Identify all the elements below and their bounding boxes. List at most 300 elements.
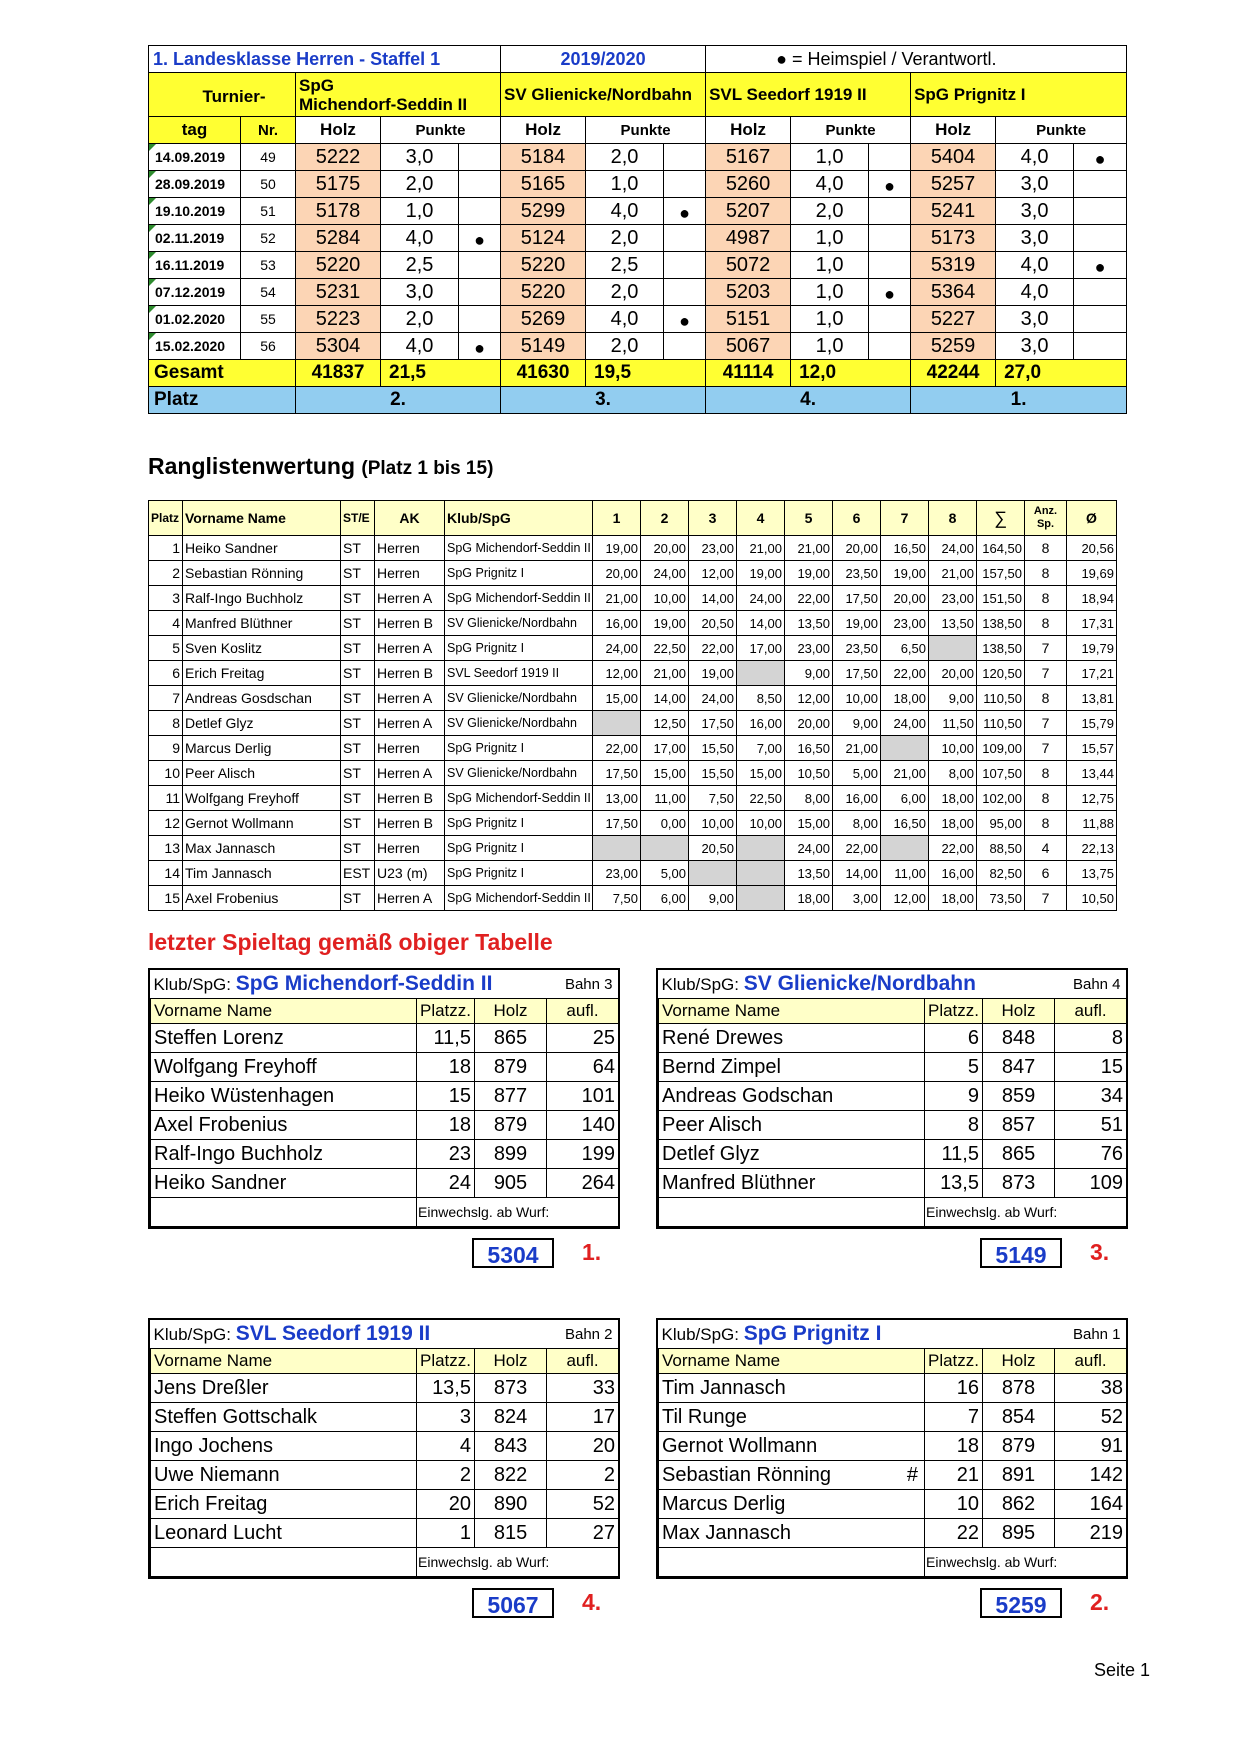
score-avg: 19,79 [1067,636,1117,661]
team-box-lane: Bahn 2 [547,1320,619,1349]
player-st: ST [341,686,375,711]
player-holz: 865 [475,1024,547,1053]
player-st: ST [341,761,375,786]
home-game-dot-icon: ● [664,198,706,225]
game-score: 20,00 [881,586,929,611]
player-club: SpG Prignitz I [445,861,593,886]
player-platzz: 6 [925,1024,983,1053]
player-name: Marcus Derlig [183,736,341,761]
home-game-dot-icon [664,252,706,279]
ranking-row [149,811,1117,836]
rank-position: 11 [149,786,183,811]
game-score: 17,50 [593,811,641,836]
col-platzz: Platzz. [925,999,983,1024]
player-aufl: 52 [547,1490,619,1519]
home-game-dot-icon [459,198,501,225]
holz-value: 5227 [911,306,996,333]
player-name: Tim Jannasch [659,1374,925,1403]
games-count: 7 [1025,661,1067,686]
points-value: 1,0 [791,306,869,333]
points-value: 4,0 [791,171,869,198]
home-game-dot-icon [1074,198,1127,225]
rank-position: 9 [149,736,183,761]
player-name: Axel Frobenius [151,1111,417,1140]
game-score: 6,00 [881,786,929,811]
points-value: 2,5 [381,252,459,279]
player-platzz: 18 [925,1432,983,1461]
home-game-dot-icon [664,279,706,306]
game-score: 14,00 [833,861,881,886]
score-avg: 20,56 [1067,536,1117,561]
holz-value: 4987 [706,225,791,252]
game-score: 14,00 [641,686,689,711]
home-game-dot-icon [664,171,706,198]
game-score: 24,00 [689,686,737,711]
home-game-dot-icon [459,306,501,333]
holz-value: 5257 [911,171,996,198]
player-platzz: 16 [925,1374,983,1403]
player-aufl: 64 [547,1053,619,1082]
home-game-dot-icon [1074,306,1127,333]
game-score: 21,00 [593,586,641,611]
holz-value: 5404 [911,144,996,171]
home-game-dot-icon [869,198,911,225]
col-aufl: aufl. [547,1349,619,1374]
col-holz: Holz [983,1349,1055,1374]
points-value: 2,0 [791,198,869,225]
round-nr: 53 [241,252,296,279]
player-holz: 815 [475,1519,547,1548]
game-score: 18,00 [881,686,929,711]
col-avg: Ø [1067,501,1117,536]
game-score: 17,50 [593,761,641,786]
holz-value: 5299 [501,198,586,225]
player-row [151,1374,619,1403]
points-value: 2,0 [586,279,664,306]
col-st: ST/E [341,501,375,536]
points-value: 4,0 [996,144,1074,171]
col-aufl: aufl. [1055,1349,1127,1374]
player-club: SpG Prignitz I [445,736,593,761]
game-score: 9,00 [785,661,833,686]
player-ak: Herren B [375,661,445,686]
player-holz: 873 [475,1374,547,1403]
player-platzz: 7 [925,1403,983,1432]
team-rank: 4. [582,1589,602,1615]
player-club: SpG Prignitz I [445,636,593,661]
player-aufl: 2 [547,1461,619,1490]
round-row [149,171,1127,198]
turniertag-header: Turnier- [149,73,296,117]
player-name: Ralf-Ingo Buchholz [151,1140,417,1169]
round-date: 28.09.2019 [149,171,241,198]
game-score: 10,00 [737,811,785,836]
ranking-row [149,561,1117,586]
round-nr: 55 [241,306,296,333]
player-st: ST [341,836,375,861]
game-score: 13,50 [929,611,977,636]
home-game-dot-icon: ● [1074,144,1127,171]
player-aufl: 219 [1055,1519,1127,1548]
holz-value: 5149 [501,333,586,360]
round-nr: 54 [241,279,296,306]
player-st: ST [341,736,375,761]
score-avg: 22,13 [1067,836,1117,861]
holz-value: 5259 [911,333,996,360]
league-title: 1. Landesklasse Herren - Staffel 1 [149,46,501,73]
game-score: 23,00 [929,586,977,611]
team-box-club: Klub/SpG: SVL Seedorf 1919 II [151,1320,547,1349]
games-count: 8 [1025,761,1067,786]
player-club: SpG Prignitz I [445,836,593,861]
col-player-name: Vorname Name [659,999,925,1024]
player-name: Andreas Gosdschan [183,686,341,711]
game-score: 13,00 [593,786,641,811]
holz-label: Holz [911,117,996,144]
ranking-heading: Ranglistenwertung (Platz 1 bis 15) [148,453,494,479]
total-row [149,360,1127,387]
player-name: Manfred Blüthner [183,611,341,636]
round-row [149,252,1127,279]
score-sum: 157,50 [977,561,1025,586]
team-place: 1. [911,387,1127,414]
round-nr: 51 [241,198,296,225]
points-value: 2,0 [586,333,664,360]
player-holz: 859 [983,1082,1055,1111]
game-score [737,886,785,911]
team-rank: 1. [582,1239,602,1265]
player-platzz: 5 [925,1053,983,1082]
game-score: 11,50 [929,711,977,736]
points-value: 2,0 [586,225,664,252]
game-score: 11,00 [881,861,929,886]
team-box-club: Klub/SpG: SpG Michendorf-Seddin II [151,970,547,999]
total-holz: 41114 [706,360,791,387]
round-row [149,225,1127,252]
game-score: 22,00 [881,661,929,686]
score-avg: 17,21 [1067,661,1117,686]
player-st: ST [341,786,375,811]
rank-position: 3 [149,586,183,611]
player-holz: 899 [475,1140,547,1169]
player-name: Leonard Lucht [151,1519,417,1548]
total-points: 12,0 [791,360,911,387]
player-name: Til Runge [659,1403,925,1432]
player-row [151,1519,619,1548]
points-value: 3,0 [996,225,1074,252]
game-score: 22,00 [833,836,881,861]
player-holz: 877 [475,1082,547,1111]
col-game-6: 6 [833,501,881,536]
game-score: 23,00 [593,861,641,886]
game-score: 15,00 [593,686,641,711]
player-aufl: 25 [547,1024,619,1053]
player-row [151,1490,619,1519]
player-platzz: 10 [925,1490,983,1519]
player-holz: 848 [983,1024,1055,1053]
holz-value: 5178 [296,198,381,225]
player-row [659,1519,1127,1548]
col-name: Vorname Name [183,501,341,536]
ranking-header-row [149,501,1117,536]
game-score [929,636,977,661]
player-name: Sebastian Rönning [183,561,341,586]
col-player-name: Vorname Name [151,999,417,1024]
rank-position: 12 [149,811,183,836]
player-platzz: 18 [417,1111,475,1140]
rank-position: 4 [149,611,183,636]
col-game-7: 7 [881,501,929,536]
home-game-dot-icon [1074,225,1127,252]
player-ak: Herren A [375,886,445,911]
game-score: 24,00 [881,711,929,736]
rank-position: 14 [149,861,183,886]
game-score: 16,50 [881,811,929,836]
page-number: Seite 1 [1094,1660,1151,1680]
home-game-dot-icon: ● [776,48,787,69]
points-value: 1,0 [791,225,869,252]
home-game-dot-icon [1074,279,1127,306]
games-count: 7 [1025,886,1067,911]
player-platzz: 11,5 [925,1140,983,1169]
col-game-5: 5 [785,501,833,536]
games-count: 8 [1025,811,1067,836]
score-avg: 11,88 [1067,811,1117,836]
player-aufl: 8 [1055,1024,1127,1053]
game-score: 21,00 [881,761,929,786]
player-holz: 879 [475,1053,547,1082]
home-game-dot-icon [459,144,501,171]
team-total: 5304 [472,1238,554,1268]
home-game-dot-icon [459,171,501,198]
game-score: 9,00 [833,711,881,736]
player-aufl: 51 [1055,1111,1127,1140]
ranking-row [149,586,1117,611]
player-row [659,1461,1127,1490]
game-score: 24,00 [593,636,641,661]
score-avg: 12,75 [1067,786,1117,811]
team-box-3 [656,1318,1128,1579]
game-score: 17,50 [833,586,881,611]
player-club: SV Glienicke/Nordbahn [445,686,593,711]
game-score: 13,50 [785,611,833,636]
game-score: 22,00 [689,636,737,661]
player-platzz: 2 [417,1461,475,1490]
player-name: Max Jannasch [183,836,341,861]
col-platz: Platz [149,501,183,536]
col-holz: Holz [475,999,547,1024]
player-holz: 824 [475,1403,547,1432]
points-value: 4,0 [381,333,459,360]
game-score [737,861,785,886]
ranking-row [149,761,1117,786]
game-score: 8,00 [929,761,977,786]
col-holz: Holz [983,999,1055,1024]
points-value: 2,5 [586,252,664,279]
game-score: 19,00 [737,561,785,586]
score-sum: 73,50 [977,886,1025,911]
holz-value: 5304 [296,333,381,360]
game-score: 7,00 [737,736,785,761]
player-club: SpG Michendorf-Seddin II [445,886,593,911]
player-ak: Herren [375,836,445,861]
game-score: 20,00 [593,561,641,586]
player-row [151,1082,619,1111]
player-name: Jens Dreßler [151,1374,417,1403]
player-aufl: 91 [1055,1432,1127,1461]
game-score [641,836,689,861]
player-row [659,1490,1127,1519]
points-value: 3,0 [996,333,1074,360]
rank-position: 5 [149,636,183,661]
team-place: 2. [296,387,501,414]
player-name: Peer Alisch [183,761,341,786]
player-name: Heiko Sandner [151,1169,417,1198]
player-holz: 879 [475,1111,547,1140]
score-sum: 138,50 [977,636,1025,661]
game-score [593,836,641,861]
score-sum: 138,50 [977,611,1025,636]
game-score: 23,00 [785,636,833,661]
col-sum: ∑ [977,501,1025,536]
team-header-3: SpG Prignitz I [911,73,1127,117]
player-platzz: 21 [925,1461,983,1490]
points-value: 1,0 [791,252,869,279]
holz-label: Holz [706,117,791,144]
game-score: 16,00 [833,786,881,811]
player-platzz: 13,5 [417,1374,475,1403]
team-total: 5067 [472,1588,554,1618]
place-row [149,387,1127,414]
round-date: 19.10.2019 [149,198,241,225]
home-game-dot-icon: ● [869,171,911,198]
player-name: Ingo Jochens [151,1432,417,1461]
player-platzz: 23 [417,1140,475,1169]
player-holz: 843 [475,1432,547,1461]
player-ak: Herren A [375,686,445,711]
player-name: Heiko Sandner [183,536,341,561]
games-count: 8 [1025,786,1067,811]
player-club: SV Glienicke/Nordbahn [445,611,593,636]
home-game-dot-icon: ● [459,225,501,252]
punkte-label: Punkte [791,117,911,144]
player-ak: Herren A [375,586,445,611]
game-score: 17,00 [737,636,785,661]
team-box-lane: Bahn 1 [1055,1320,1127,1349]
score-avg: 13,75 [1067,861,1117,886]
player-holz: 857 [983,1111,1055,1140]
player-st: ST [341,886,375,911]
score-sum: 107,50 [977,761,1025,786]
player-aufl: 17 [547,1403,619,1432]
points-value: 1,0 [791,144,869,171]
total-points: 27,0 [996,360,1127,387]
team-box-lane: Bahn 3 [547,970,619,999]
player-holz: 905 [475,1169,547,1198]
team-box-lane: Bahn 4 [1055,970,1127,999]
game-score: 14,00 [689,586,737,611]
score-avg: 15,79 [1067,711,1117,736]
ranking-row [149,536,1117,561]
home-game-dot-icon [869,225,911,252]
team-total: 5259 [980,1588,1062,1618]
player-name: Marcus Derlig [659,1490,925,1519]
player-row [151,1111,619,1140]
ranking-row [149,611,1117,636]
player-club: SpG Michendorf-Seddin II [445,536,593,561]
game-score: 6,50 [881,636,929,661]
player-name: Steffen Gottschalk [151,1403,417,1432]
points-value: 1,0 [381,198,459,225]
game-score: 15,00 [737,761,785,786]
player-row [151,1432,619,1461]
game-score: 19,00 [641,611,689,636]
game-score [881,736,929,761]
rank-position: 8 [149,711,183,736]
ranking-row [149,886,1117,911]
punkte-label: Punkte [381,117,501,144]
player-aufl: 264 [547,1169,619,1198]
player-aufl: 199 [547,1140,619,1169]
total-holz: 41837 [296,360,381,387]
points-value: 3,0 [996,306,1074,333]
player-name: Peer Alisch [659,1111,925,1140]
team-place: 4. [706,387,911,414]
points-value: 3,0 [996,198,1074,225]
player-name: Tim Jannasch [183,861,341,886]
score-avg: 18,94 [1067,586,1117,611]
holz-value: 5284 [296,225,381,252]
game-score: 10,00 [929,736,977,761]
player-row [659,1374,1127,1403]
player-name: Ralf-Ingo Buchholz [183,586,341,611]
game-score: 19,00 [833,611,881,636]
game-score: 10,50 [785,761,833,786]
round-row [149,144,1127,171]
game-score: 12,00 [881,886,929,911]
player-holz: 879 [983,1432,1055,1461]
score-avg: 13,81 [1067,686,1117,711]
col-game-3: 3 [689,501,737,536]
player-holz: 854 [983,1403,1055,1432]
home-game-dot-icon: ● [664,306,706,333]
round-nr: 49 [241,144,296,171]
round-row [149,198,1127,225]
col-platzz: Platzz. [925,1349,983,1374]
score-sum: 151,50 [977,586,1025,611]
holz-value: 5223 [296,306,381,333]
player-holz: 878 [983,1374,1055,1403]
holz-value: 5364 [911,279,996,306]
player-row [151,1024,619,1053]
game-score: 0,00 [641,811,689,836]
game-score [689,861,737,886]
game-score: 22,50 [737,786,785,811]
home-game-dot-icon: ● [459,333,501,360]
total-points: 19,5 [586,360,706,387]
rank-position: 13 [149,836,183,861]
player-name: Max Jannasch [659,1519,925,1548]
player-platzz: 4 [417,1432,475,1461]
ranking-row [149,661,1117,686]
games-count: 6 [1025,861,1067,886]
game-score: 9,00 [929,686,977,711]
home-game-dot-icon [459,279,501,306]
game-score: 18,00 [929,886,977,911]
games-count: 8 [1025,536,1067,561]
player-platzz: 22 [925,1519,983,1548]
holz-value: 5220 [501,279,586,306]
